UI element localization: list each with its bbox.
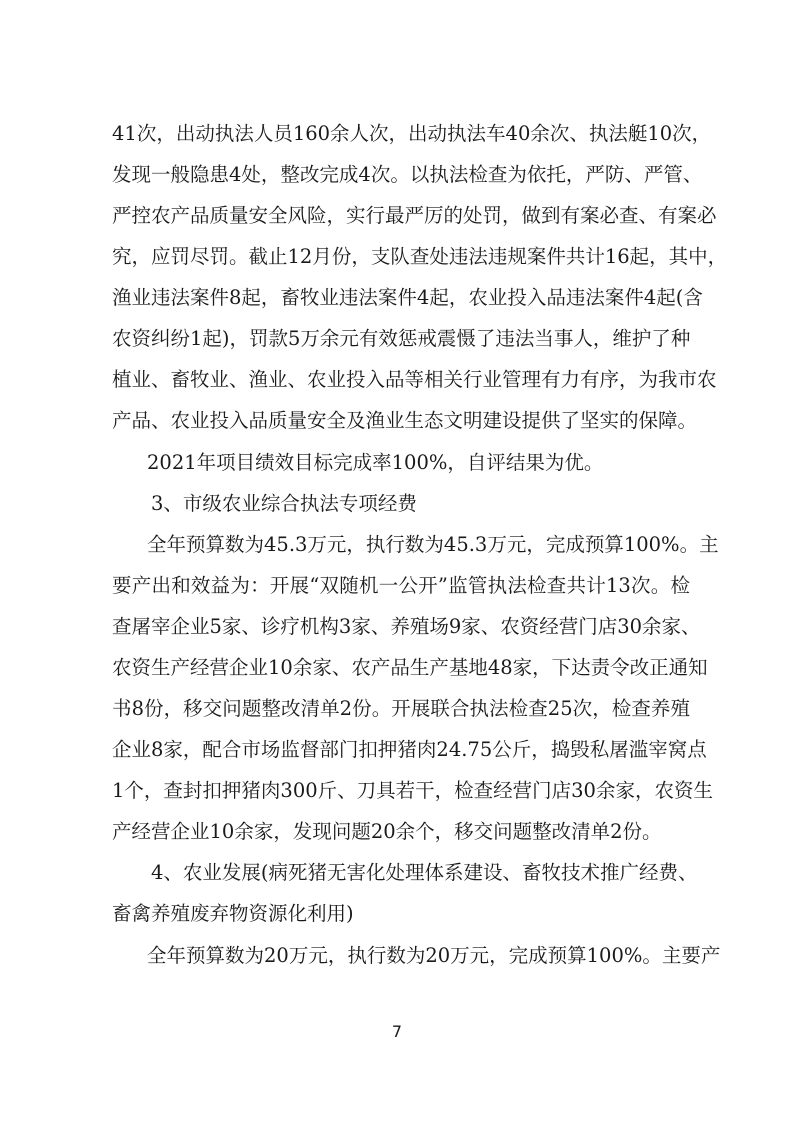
body-text-line: 产品、农业投入品质量安全及渔业生态文明建设提供了坚实的保障。 [112,409,698,432]
body-text-line: 究，应罚尽罚。截止12月份，支队查处违法违规案件共计16起，其中， [112,245,728,268]
body-text-line: 农资生产经营企业10余家、农产品生产基地48家，下达责令改正通知 [112,656,708,679]
body-text-line: 查屠宰企业5家、诊疗机构3家、养殖场9家、农资经营门店30余家、 [112,615,701,638]
section-heading-continued: 畜禽养殖废弃物资源化利用) [112,902,354,925]
body-text-line: 渔业违法案件8起，畜牧业违法案件4起，农业投入品违法案件4起(含 [112,286,703,309]
section-heading: 3、市级农业综合执法专项经费 [151,492,417,515]
body-text-line: 严控农产品质量安全风险，实行最严厉的处罚，做到有案必查、有案必 [112,204,717,227]
body-text-line: 植业、畜牧业、渔业、农业投入品等相关行业管理有力有序，为我市农 [112,368,717,391]
summary-paragraph: 2021年项目绩效目标完成率100%，自评结果为优。 [147,451,604,474]
body-text-line: 农资纠纷1起)，罚款5万余元有效惩戒震慑了违法当事人，维护了种 [112,327,691,350]
body-text-line: 要产出和效益为：开展“双随机一公开”监管执法检查共计13次。检 [112,574,690,597]
section-heading: 4、农业发展(病死猪无害化处理体系建设、畜牧技术推广经费、 [151,861,698,884]
body-text-line: 1个，查封扣押猪肉300斤、刀具若干，检查经营门店30余家，农资生 [112,779,713,802]
body-text-line: 全年预算数为20万元，执行数为20万元，完成预算100%。主要产 [147,944,721,967]
body-text-line: 书8份，移交问题整改清单2份。开展联合执法检查25次，检查养殖 [112,697,690,720]
body-text-line: 发现一般隐患4处，整改完成4次。以执法检查为依托，严防、严管、 [112,163,703,186]
body-text-line: 产经营企业10余家，发现问题20余个，移交问题整改清单2份。 [112,820,662,843]
body-text-line: 全年预算数为45.3万元，执行数为45.3万元，完成预算100%。主 [147,533,719,556]
body-text-line: 41次，出动执法人员160余人次，出动执法车40余次、执法艇10次， [112,122,712,145]
body-text-line: 企业8家，配合市场监督部门扣押猪肉24.75公斤，捣毁私屠滥宰窝点 [112,738,707,761]
page-number: 7 [391,1022,403,1041]
